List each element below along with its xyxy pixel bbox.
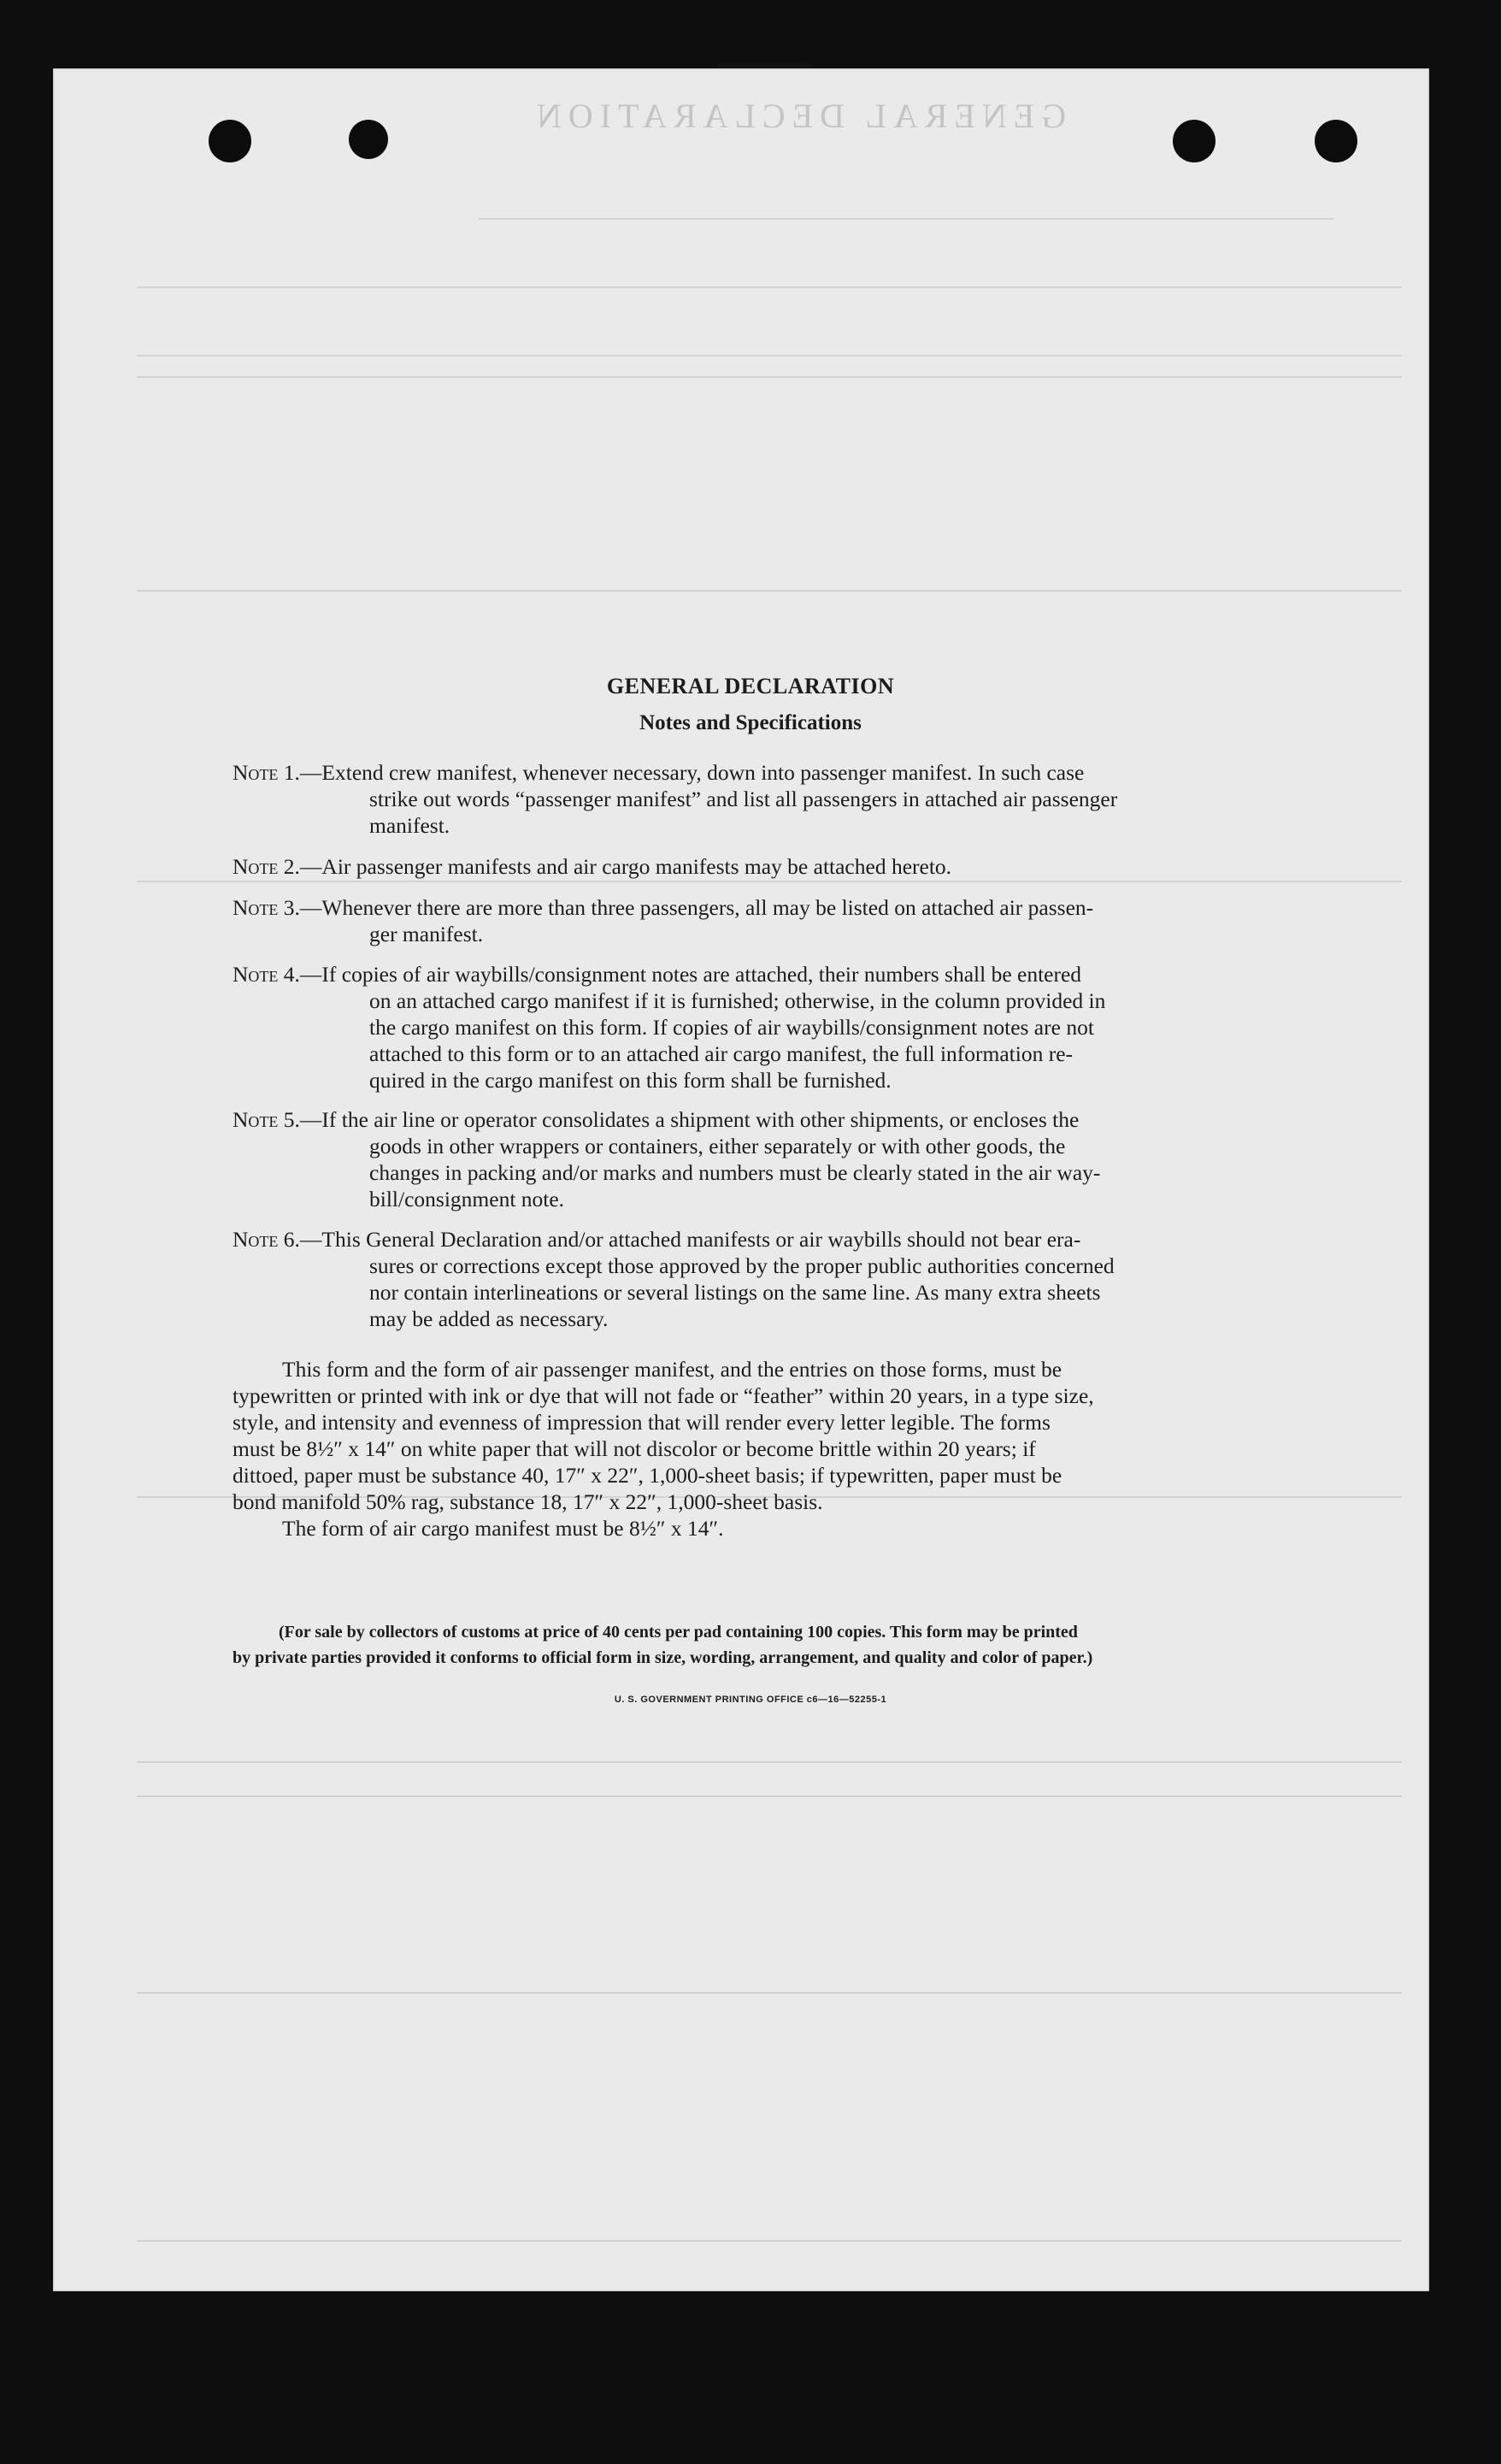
- note-4-text: —If copies of air waybills/consignment notes are attached, their numbers shall be entered: [299, 962, 1082, 987]
- bleed-rule: [137, 1761, 1402, 1763]
- note-4: [233, 961, 1301, 1093]
- spec-line-5: dittoed, paper must be substance 40, 17″ x 22″, 1,000-sheet basis; if typewritten, paper must be: [233, 1463, 1062, 1488]
- note-6-label: Note 6.: [233, 1227, 300, 1252]
- punch-hole-right-2: [1315, 120, 1357, 162]
- punch-hole-left-2: [349, 120, 388, 159]
- sale-note: [233, 1619, 1303, 1671]
- note-5-line-4: bill/consignment note.: [369, 1187, 565, 1211]
- note-6-line-3: nor contain interlineations or several listings on the same line. As many extra sheets: [369, 1280, 1101, 1305]
- note-3-label: Note 3.: [233, 895, 300, 920]
- spec-line-3: style, and intensity and evenness of impression that will render every letter legible. The forms: [233, 1410, 1051, 1435]
- note-5-label: Note 5.: [233, 1107, 300, 1132]
- note-1-line-2: strike out words “passenger manifest” and list all passengers in attached air passenger: [369, 787, 1118, 811]
- note-6-line-4: may be added as necessary.: [369, 1306, 609, 1331]
- note-2-text: —Air passenger manifests and air cargo manifests may be attached hereto.: [299, 854, 952, 879]
- note-5-line-1: [233, 1106, 1301, 1133]
- bleed-rule: [137, 1795, 1402, 1797]
- document-subtitle: Notes and Specifications: [639, 711, 862, 734]
- printer-imprint: U. S. GOVERNMENT PRINTING OFFICE c6—16—52255-1: [614, 1695, 887, 1705]
- spec-line-7: The form of air cargo manifest must be 8½″ x 14″.: [282, 1516, 724, 1541]
- spec-line-6: bond manifold 50% rag, substance 18, 17″ x 22″, 1,000-sheet basis.: [233, 1489, 823, 1514]
- note-1-line-1: [233, 759, 1301, 786]
- bleed-rule: [137, 286, 1402, 288]
- bleed-through-title: GENERAL DECLARATION: [530, 97, 1067, 135]
- bleed-rule: [137, 2240, 1402, 2242]
- note-6-line-2: sures or corrections except those approved by the proper public authorities concerned: [369, 1253, 1115, 1278]
- note-2: [233, 853, 1301, 880]
- sale-note-line-1: (For sale by collectors of customs at price of 40 cents per pad containing 100 copies. This form may be printed: [279, 1623, 1078, 1642]
- punch-hole-right-1: [1173, 120, 1216, 162]
- note-3-line-1: [233, 894, 1301, 921]
- note-5-line-3: changes in packing and/or marks and numbers must be clearly stated in the air way-: [369, 1160, 1101, 1185]
- note-6-text: —This General Declaration and/or attached manifests or air waybills should not bear era-: [299, 1227, 1081, 1252]
- note-3: [233, 894, 1301, 947]
- note-1: [233, 759, 1301, 839]
- bleed-rule: [479, 218, 1333, 220]
- note-4-line-5: quired in the cargo manifest on this form shall be furnished.: [369, 1068, 892, 1093]
- bleed-rule: [137, 881, 1402, 882]
- bleed-rule: [137, 376, 1402, 378]
- spec-line-4: must be 8½″ x 14″ on white paper that will not discolor or become brittle within 20 years; if: [233, 1436, 1036, 1461]
- note-6-line-1: [233, 1226, 1301, 1253]
- note-5: [233, 1106, 1301, 1212]
- note-5-text: —If the air line or operator consolidates a shipment with other shipments, or encloses the: [299, 1107, 1080, 1132]
- document-title: GENERAL DECLARATION: [606, 674, 895, 699]
- note-4-line-3: the cargo manifest on this form. If copies of air waybills/consignment notes are not: [369, 1015, 1094, 1040]
- sale-note-line-2: by private parties provided it conforms to official form in size, wording, arrangement, and quality and color of paper.): [233, 1648, 1093, 1667]
- note-3-text: —Whenever there are more than three passengers, all may be listed on attached air passen-: [299, 895, 1094, 920]
- note-1-text: —Extend crew manifest, whenever necessary, down into passenger manifest. In such case: [299, 760, 1085, 785]
- note-4-label: Note 4.: [233, 962, 300, 987]
- bleed-rule: [137, 590, 1402, 592]
- note-2-line-1: [233, 853, 1301, 880]
- note-4-line-2: on an attached cargo manifest if it is furnished; otherwise, in the column provided in: [369, 988, 1106, 1013]
- note-1-line-3: manifest.: [369, 813, 450, 838]
- spec-line-1: This form and the form of air passenger manifest, and the entries on those forms, must be: [282, 1357, 1062, 1382]
- note-3-line-2: ger manifest.: [369, 922, 484, 946]
- note-2-label: Note 2.: [233, 854, 300, 879]
- note-6: [233, 1226, 1301, 1332]
- bleed-rule: [137, 1992, 1402, 1994]
- spec-line-2: typewritten or printed with ink or dye that will not fade or “feather” within 20 years, in a type size,: [233, 1383, 1094, 1408]
- punch-hole-left-1: [209, 120, 251, 162]
- note-4-line-4: attached to this form or to an attached air cargo manifest, the full information re-: [369, 1041, 1074, 1066]
- note-5-line-2: goods in other wrappers or containers, either separately or with other goods, the: [369, 1134, 1066, 1158]
- note-4-line-1: [233, 961, 1301, 987]
- specification-paragraph: [233, 1356, 1303, 1541]
- bleed-rule: [137, 355, 1402, 357]
- note-1-label: Note 1.: [233, 760, 300, 785]
